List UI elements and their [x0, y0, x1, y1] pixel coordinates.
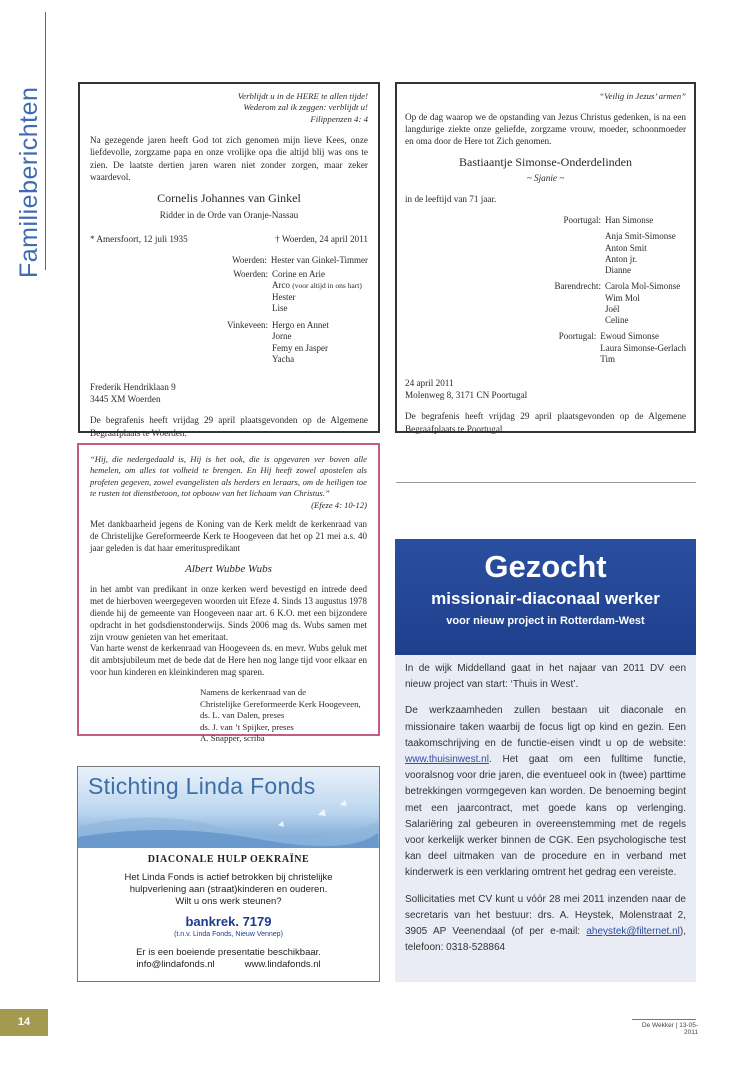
jubilee-body: in het ambt van predikant in onze kerken werd bevestigd en intrede deed met de hierboven weergegeven woorden uit Efeze 4. Sinds 13 augustus 1978 diende hij de gemeente van Hoogeveen naar art. 6 K.O. met een bijzondere opdracht in het godsdienstonderwijs. Sinds 2006 mag ds. Wubs samen met zijn vrouw genieten van het emeritaat.: [90, 583, 367, 642]
obituary-simonse: [395, 82, 696, 433]
family-group: Vinkeveen: Hergo en Annet Jorne Femy en Jasper Yacha: [227, 320, 329, 364]
jubilee-name: Albert Wubbe Wubs: [185, 563, 272, 576]
linda-heading: DIACONALE HULP OEKRAÏNE: [147, 854, 310, 865]
funeral-note: De begrafenis heeft vrijdag 29 april plaatsgevonden op de Algemene Begraafplaats te Woerden.: [90, 415, 368, 438]
section-title: Familieberichten: [15, 86, 43, 278]
quote-reference: Filippenzen 4: 4: [310, 113, 368, 124]
deceased-age: in de leeftijd van 71 jaar.: [405, 194, 497, 204]
death-info: † Woerden, 24 april 2011: [275, 233, 368, 244]
bank-account: bankrek. 7179: [185, 914, 272, 930]
jubilee-intro: Met dankbaarheid jegens de Koning van de Kerk meldt de kerkenraad van de Christelijke Gereformeerde Kerk te Hoogeveen dat het op 21 mei a.s. 40 jaar geleden is dat haar emerituspredikant: [90, 519, 367, 554]
family-group: Poortugal: Ewoud Simonse Laura Simonse-Gerlach Tim: [558, 331, 686, 364]
footer-issue: De Wekker | 13-05-2011: [641, 1022, 698, 1036]
vacancy-ad: [395, 539, 696, 982]
bank-account-holder: (t.n.v. Linda Fonds, Nieuw Vennep): [174, 930, 283, 938]
obituary-intro: Na gezegende jaren heeft God tot zich genomen mijn lieve Kees, onze liefdevolle, zorgzame papa en onze vrolijke opa die altijd blij was ons te zien. De laatste dertien jaren waren niet zonder zorgen, maar zeker waardevol.: [90, 135, 368, 182]
family-group: Poortugal: Han Simonse: [563, 215, 654, 226]
birth-death-line: [90, 233, 368, 245]
email-link[interactable]: aheystek@filternet.nl: [586, 926, 680, 938]
linda-presentation: Er is een boeiende presentatie beschikbaar.: [136, 946, 321, 958]
linda-fonds-ad: [77, 766, 380, 982]
page-number: 14: [0, 1009, 48, 1036]
family-group: Anja Smit-Simonse Anton Smit Anton jr. Dianne: [605, 231, 676, 276]
linda-body: [78, 854, 379, 971]
linda-contacts: [78, 959, 379, 971]
family-group: Woerden: Corine en Arie Arco (voor altijd in ons hart) Hester Lise: [233, 269, 362, 313]
jubilee-wishes: Van harte wenst de kerkenraad van Hoogeveen ds. en mevr. Wubs geluk met dit ambtsjubileum met de bede dat de Here hen nog lange tijd voor elkaar en voor hun kinderen en kleinkinderen mag sparen.: [90, 643, 367, 678]
vacancy-body: [395, 655, 696, 972]
family-group: Woerden: Hester van Ginkel-Timmer: [232, 254, 368, 265]
vacancy-paragraph: In de wijk Middelland gaat in het najaar van 2011 DV een nieuw project van start: ‘Thuis in West’.: [405, 663, 686, 691]
deceased-title: Ridder in de Orde van Oranje-Nassau: [159, 209, 299, 220]
quote-line: Verblijdt u in de HERE te allen tijde!: [237, 91, 368, 101]
jubilee-announcement: [77, 443, 380, 744]
obituary-van-ginkel: [78, 82, 380, 438]
family-list: [525, 215, 686, 365]
linda-email[interactable]: info@lindafonds.nl: [136, 959, 215, 970]
obituary-intro: Op de dag waarop we de opstanding van Jezus Christus gedenken, is na een langdurige ziekte onze geliefde, zorgzame vrouw, moeder, schoonmoeder en oma door de Here tot Zich genomen.: [405, 111, 686, 146]
divider: [396, 482, 696, 483]
website-link[interactable]: www.thuisinwest.nl: [405, 754, 489, 766]
linda-text: Het Linda Fonds is actief betrokken bij christelijke hulpverlening aan (straat)kinderen en ouderen.: [124, 871, 333, 895]
deceased-name: Bastiaantje Simonse-Onderdelinden: [459, 155, 632, 170]
linda-website[interactable]: www.lindafonds.nl: [244, 959, 321, 970]
funeral-note: De begrafenis heeft vrijdag 29 april plaatsgevonden op de Algemene Begraafplaats te Poortugal.: [405, 411, 686, 434]
birth-info: * Amersfoort, 12 juli 1935: [90, 233, 188, 244]
quote-line: “Veilig in Jezus’ armen”: [599, 91, 686, 101]
family-list: [216, 255, 368, 365]
quote-line: Wederom zal ik zeggen: verblijdt u!: [243, 102, 368, 113]
vacancy-subline: voor nieuw project in Rotterdam-West: [446, 615, 645, 627]
footer-rule: [632, 1019, 696, 1020]
vacancy-header: [395, 539, 696, 655]
linda-banner-title: Stichting Linda Fonds: [88, 773, 316, 799]
address: 24 april 2011 Molenweg 8, 3171 CN Poortugal: [405, 378, 528, 401]
vacancy-subtitle: missionair-diaconaal werker: [431, 589, 660, 608]
vacancy-title: Gezocht: [484, 549, 607, 584]
family-group: Barendrecht: Carola Mol-Simonse Wim Mol Joël Celine: [554, 281, 681, 326]
linda-question: Wilt u ons werk steunen?: [175, 896, 282, 908]
vacancy-paragraph: De werkzaamheden zullen bestaan uit diaconale en missionaire taken waarbij de focus ligt op kind en gezin. Een taakomschrijving en de functie-eisen vindt u op de website: www.thuisinwest.nl. Het gaat om een fulltime functie, vooralsnog voor drie jaren, die eventueel ook in (twee) parttime betrekkingen vormgegeven kan worden. De benoeming begint met een jaarcontract, met goede kans op verlenging. Salariëring zal gebeuren in overeenstemming met de regels voor kerkelijk werker binnen de CGK. Een psychologische test kan deel uitmaken van de procedure en in verband met kinderwerk is een verklaring omtrent het gedrag een vereiste.: [405, 705, 687, 879]
deceased-name: Cornelis Johannes van Ginkel: [157, 190, 301, 205]
signatories: Namens de kerkenraad van de Christelijke Gereformeerde Kerk Hoogeveen, ds. L. van Dalen, preses ds. J. van ’t Spijker, preses A. Snapper, scriba: [200, 687, 361, 744]
bible-quote: “Hij, die nedergedaald is, Hij is het ook, die is opgevaren ver boven alle hemelen, om alles tot volheid te brengen. En Hij heeft zowel apostelen als profeten gegeven, zowel evangelisten als herders en leraars, om de heiligen toe te rusten tot dienstbetoon, tot opbouw van het lichaam van Christus.”: [90, 454, 367, 499]
bible-reference: (Efeze 4: 10-12): [311, 499, 367, 510]
linda-banner: [78, 767, 379, 848]
vacancy-paragraph: Sollicitaties met CV kunt u vóór 28 mei 2011 inzenden naar de secretaris van het bestuur: drs. A. Heystek, Molenstraat 2, 3905 AP Veenendaal (of per e-mail: aheystek@filternet.nl), telefoon: 0318-528864: [405, 893, 687, 954]
section-rule: [45, 12, 46, 270]
deceased-nickname: ~ Sjanie ~: [526, 172, 565, 183]
address: Frederik Hendriklaan 9 3445 XM Woerden: [90, 382, 176, 405]
